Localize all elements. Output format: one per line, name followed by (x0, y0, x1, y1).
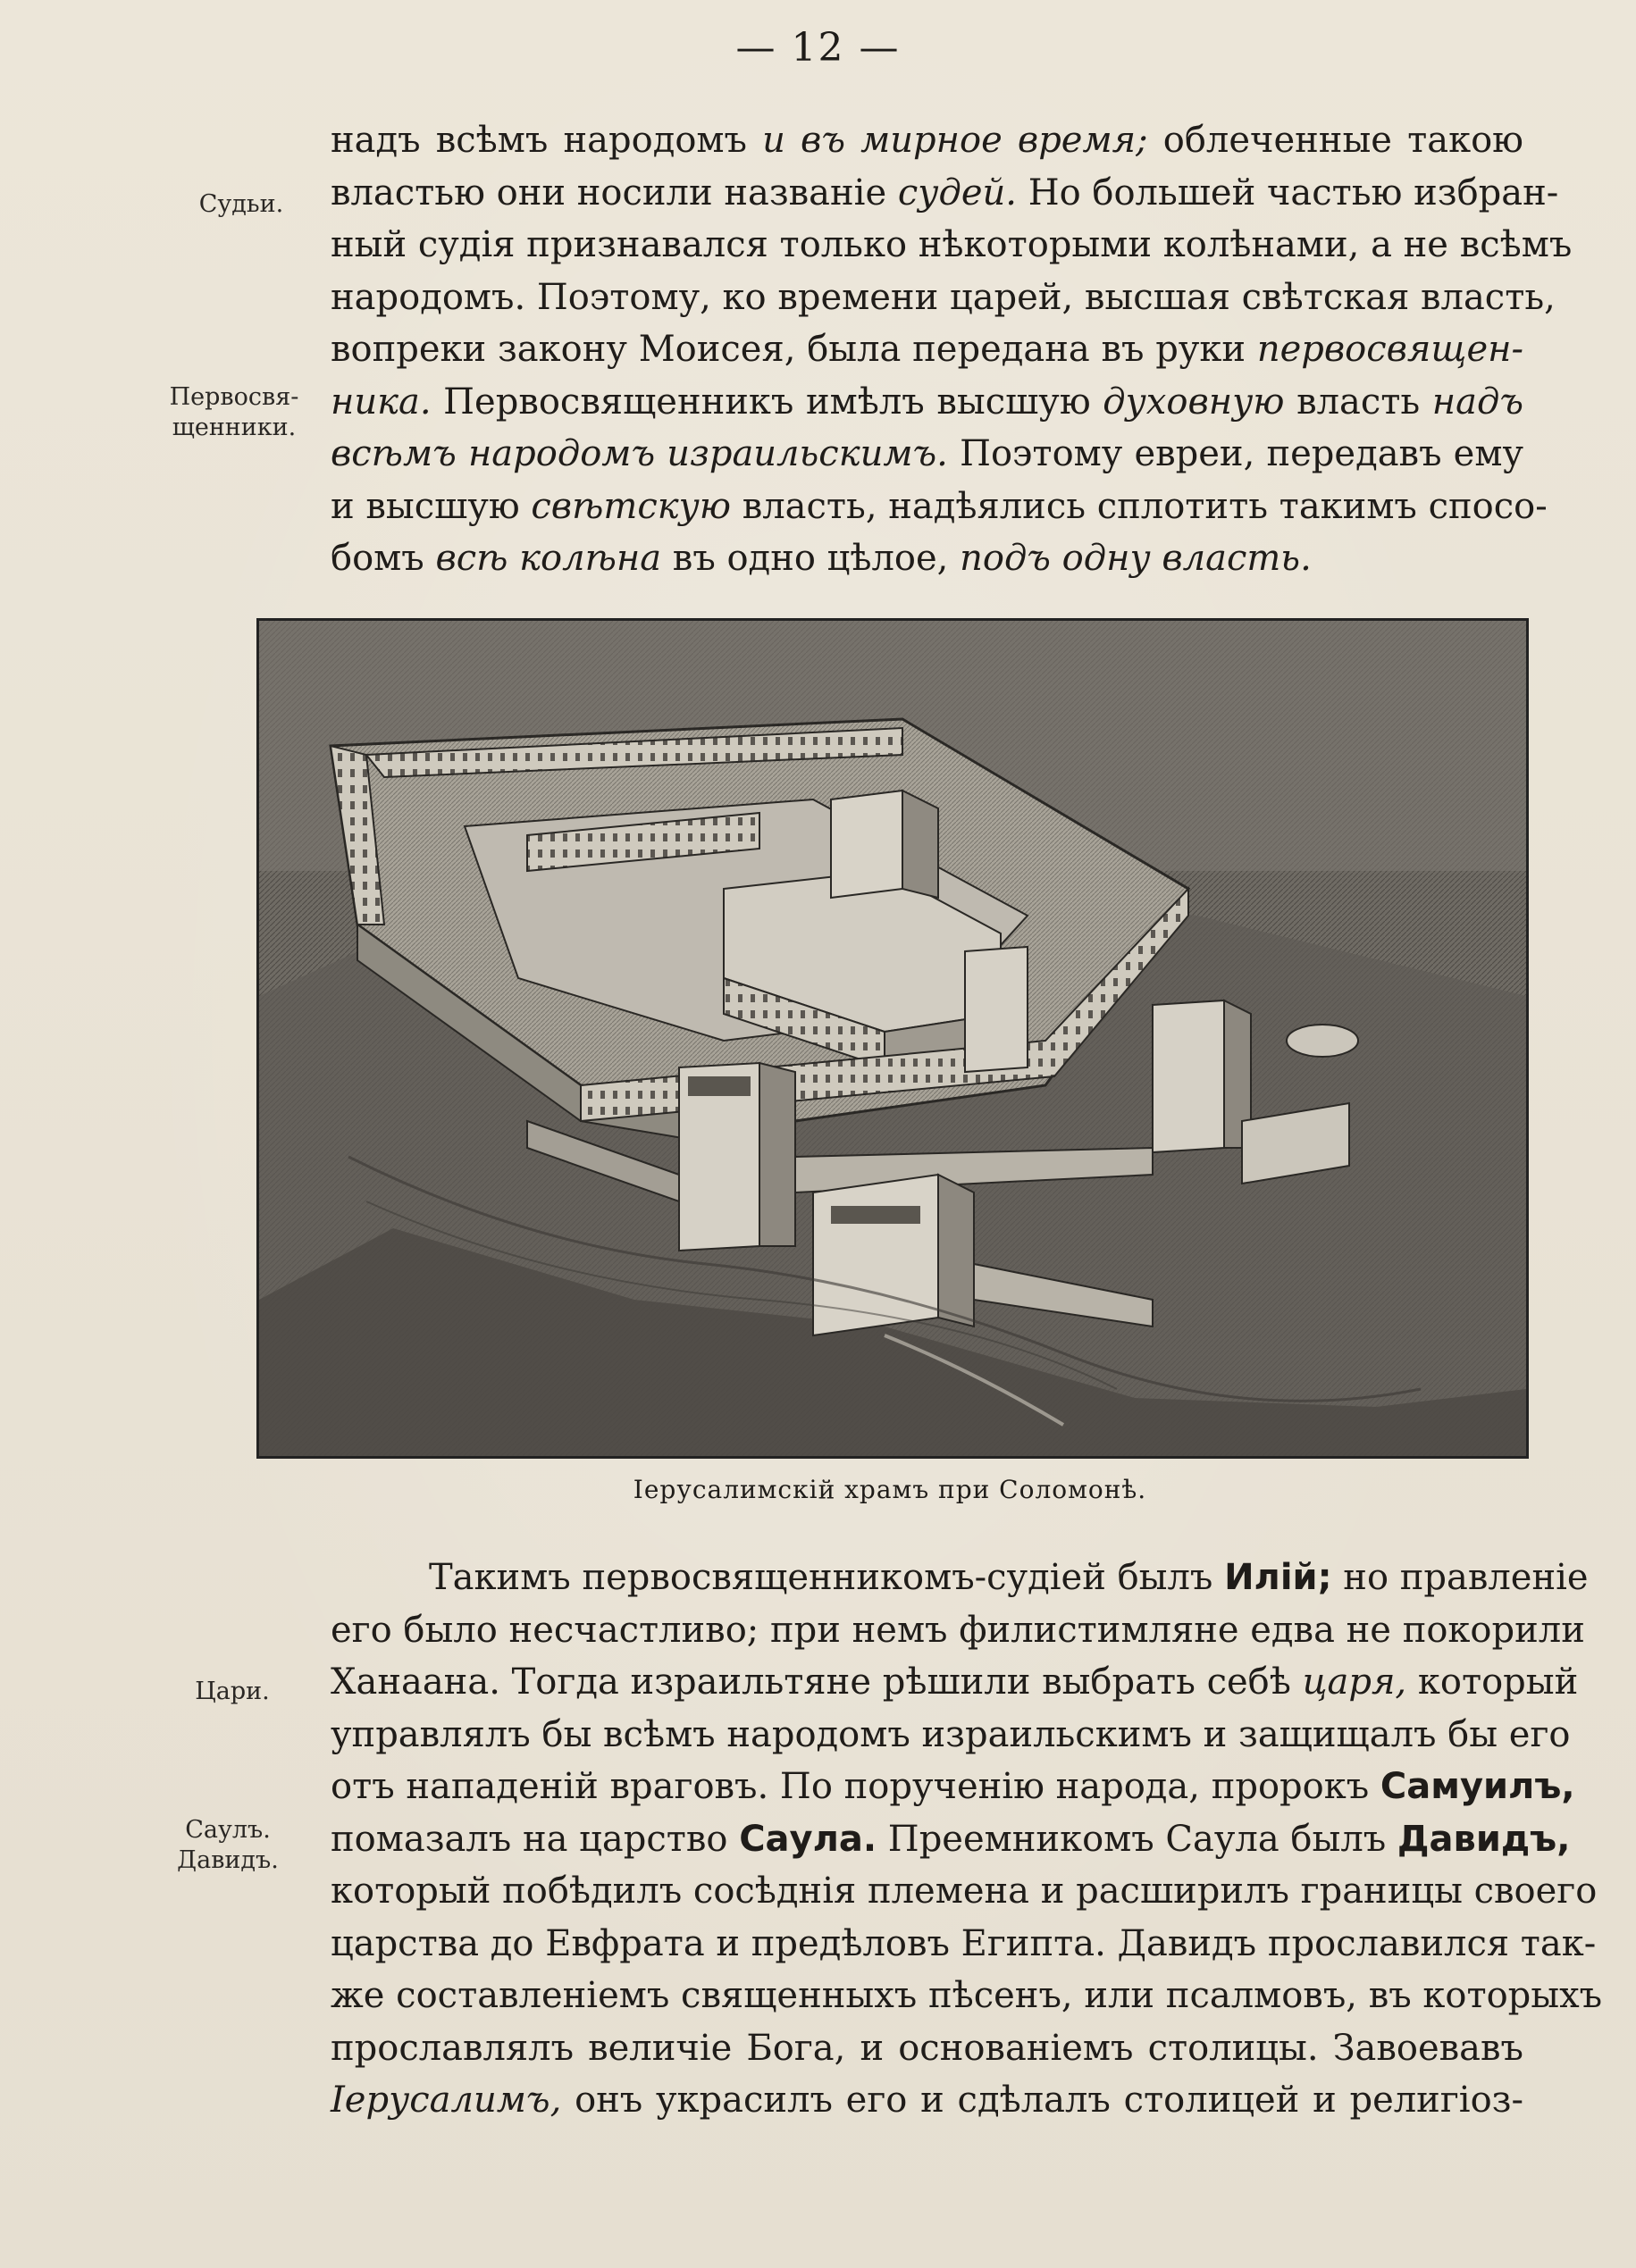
text-line: вопреки закону Моисея, была передана въ руки первосвящен- (331, 329, 1523, 370)
margin-note-david: Давидъ. (177, 1846, 279, 1874)
paragraph-judges-priests (331, 114, 1573, 585)
text-line: отъ нападеній враговъ. По порученію народа, пророкъ Самуилъ, (331, 1766, 1575, 1807)
text-line: и высшую свѣтскую власть, надѣялись сплотить такимъ спосо- (331, 485, 1548, 527)
text-line: Ханаана. Тогда израильтяне рѣшили выбрать себѣ царя, который (331, 1661, 1579, 1703)
text-line: управлялъ бы всѣмъ народомъ израильскимъ и защищалъ бы его (331, 1713, 1571, 1755)
margin-note-high-priests (154, 382, 315, 443)
text-line: который побѣдилъ сосѣднія племена и расширилъ границы своего (331, 1870, 1598, 1912)
text-line: Такимъ первосвященникомъ-судіей былъ Илій; но правленіе (429, 1557, 1589, 1598)
text-line: помазалъ на царство Саула. Преемникомъ Саула былъ Давидъ, (331, 1818, 1571, 1860)
text-line: властью они носили названіе судей. Но большей частью избран- (331, 172, 1559, 213)
text-line: же составленіемъ священныхъ пѣсенъ, или псалмовъ, въ которыхъ (331, 1975, 1603, 2016)
text-line: всѣмъ народомъ израильскимъ. Поэтому евреи, передавъ ему (331, 433, 1524, 474)
text-line: царства до Евфрата и предѣловъ Египта. Давидъ прославился так- (331, 1922, 1597, 1964)
text-line: народомъ. Поэтому, ко времени царей, высшая свѣтская власть, (331, 276, 1556, 318)
text-line: надъ всѣмъ народомъ и въ мирное время; облеченные такою (331, 120, 1523, 161)
text-line: прославлялъ величіе Бога, и основаніемъ столицы. Завоевавъ (331, 2027, 1523, 2069)
show-through-text (1555, 348, 1562, 375)
illustration-caption: Іерусалимскій храмъ при Соломонѣ. (633, 1475, 1147, 1504)
margin-note-judges: Судьи. (198, 190, 284, 218)
text-line: бомъ всѣ колѣна въ одно цѣлое, подъ одну власть. (331, 538, 1312, 579)
temple-illustration (256, 618, 1529, 1459)
margin-note-kings: Цари. (195, 1678, 270, 1705)
paragraph-kings (331, 1552, 1603, 2127)
text-line: его было несчастливо; при немъ филистимляне едва не покорили (331, 1609, 1585, 1651)
text-line: Іерусалимъ, онъ украсилъ его и сдѣлалъ столицей и религіоз- (331, 2080, 1523, 2121)
text-line: ный судія признавался только нѣкоторыми колѣнами, а не всѣмъ (331, 224, 1573, 265)
temple-engraving-image (259, 621, 1526, 1456)
margin-note-high-priests-line2: щенники. (172, 414, 297, 441)
margin-note-high-priests-line1: Первосвя- (169, 383, 299, 411)
page-number: — 12 — (735, 25, 901, 71)
margin-note-saul: Саулъ. (185, 1816, 271, 1844)
margin-note-saul-david (161, 1815, 295, 1876)
text-line: ника. Первосвященникъ имѣлъ высшую духовную власть надъ (331, 381, 1524, 423)
